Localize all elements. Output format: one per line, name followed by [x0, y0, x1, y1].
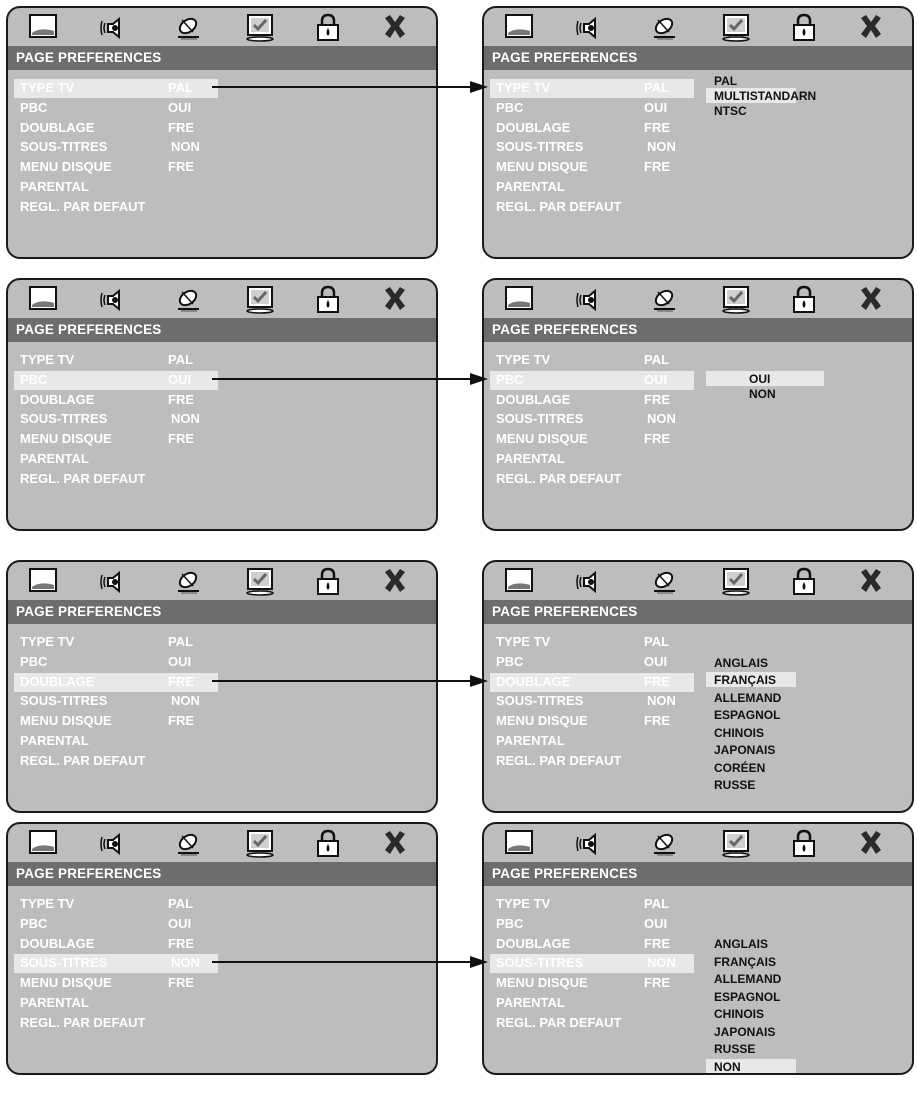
menu-item-label[interactable]: TYPE TV: [20, 80, 75, 95]
close-x-icon[interactable]: [380, 828, 410, 858]
dropdown-option[interactable]: JAPONAIS: [714, 743, 776, 758]
preferences-panel-dropdown: [482, 822, 914, 1075]
menu-item-label[interactable]: PBC: [20, 99, 48, 115]
checkmark-preferences-icon[interactable]: [721, 828, 751, 858]
menu-item-value: FRE: [644, 673, 670, 689]
icon-toolbar: [8, 8, 436, 46]
menu-item-label[interactable]: TYPE TV: [496, 352, 551, 367]
flow-arrow: [212, 371, 492, 387]
menu-item-value: NON: [647, 693, 676, 709]
menu-item-value: NON: [171, 955, 200, 971]
speaker-sound-icon[interactable]: [98, 284, 128, 314]
dropdown-option[interactable]: CHINOIS: [714, 1007, 765, 1022]
dropdown-option[interactable]: FRANÇAIS: [714, 954, 776, 969]
menu-item-value: NON: [171, 693, 200, 709]
menu-item-label[interactable]: MENU DISQUE: [20, 159, 112, 175]
menu-item-label[interactable]: PBC: [496, 371, 524, 387]
satellite-dish-icon[interactable]: [173, 566, 203, 596]
preferences-panel-dropdown: [482, 6, 914, 259]
menu-item-label[interactable]: TYPE TV: [20, 634, 75, 649]
dropdown-option[interactable]: NON: [749, 386, 776, 401]
padlock-icon[interactable]: [789, 12, 819, 42]
speaker-sound-icon[interactable]: [574, 284, 604, 314]
menu-item-label[interactable]: PBC: [496, 99, 524, 115]
checkmark-preferences-icon[interactable]: [245, 566, 275, 596]
menu-item-value: FRE: [168, 431, 194, 447]
menu-item-value: PAL: [168, 80, 194, 95]
menu-item-label[interactable]: DOUBLAGE: [496, 391, 571, 407]
satellite-dish-icon[interactable]: [649, 566, 679, 596]
tv-screen-icon[interactable]: [28, 12, 58, 42]
satellite-dish-icon[interactable]: [649, 828, 679, 858]
tv-screen-icon[interactable]: [504, 12, 534, 42]
menu-item-value: FRE: [644, 431, 670, 447]
tv-screen-icon[interactable]: [28, 828, 58, 858]
menu-item-value: OUI: [644, 653, 668, 669]
dropdown-option[interactable]: RUSSE: [714, 1042, 756, 1057]
checkmark-preferences-icon[interactable]: [721, 284, 751, 314]
page-title-bar: [8, 46, 436, 70]
menu-item-label[interactable]: SOUS-TITRES: [20, 139, 108, 155]
speaker-sound-icon[interactable]: [574, 12, 604, 42]
menu-item-label[interactable]: REGL. PAR DEFAUT: [20, 198, 146, 214]
menu-item-value: PAL: [644, 352, 670, 367]
menu-item-value: FRE: [168, 713, 194, 729]
close-x-icon[interactable]: [856, 828, 886, 858]
flow-arrow: [212, 79, 492, 95]
close-x-icon[interactable]: [380, 12, 410, 42]
page-title-bar: [484, 862, 912, 886]
menu-item-label[interactable]: TYPE TV: [496, 634, 551, 649]
flow-arrow: [212, 954, 492, 970]
dropdown-option[interactable]: ALLEMAND: [714, 972, 782, 987]
menu-item-value: FRE: [644, 713, 670, 729]
menu-item-label[interactable]: PARENTAL: [496, 733, 565, 748]
dropdown-option[interactable]: ANGLAIS: [714, 937, 768, 952]
menu-item-value: PAL: [644, 896, 670, 911]
satellite-dish-icon[interactable]: [173, 828, 203, 858]
dropdown-option[interactable]: ESPAGNOL: [714, 989, 781, 1004]
menu-item-value: PAL: [644, 634, 670, 649]
preferences-panel: [6, 6, 438, 259]
padlock-icon[interactable]: [313, 284, 343, 314]
menu-item-label[interactable]: PARENTAL: [20, 179, 89, 194]
menu-item-label[interactable]: PBC: [496, 653, 524, 669]
menu-item-label[interactable]: PARENTAL: [20, 733, 89, 748]
dropdown-option[interactable]: FRANÇAIS: [714, 673, 776, 688]
menu-item-value: NON: [647, 139, 676, 155]
padlock-icon[interactable]: [313, 828, 343, 858]
page-title-bar: [484, 600, 912, 624]
dropdown-option[interactable]: NTSC: [714, 104, 747, 118]
menu-item-label[interactable]: SOUS-TITRES: [20, 955, 108, 971]
padlock-icon[interactable]: [789, 284, 819, 314]
menu-item-label[interactable]: PBC: [20, 653, 48, 669]
menu-item-value: FRE: [168, 935, 194, 951]
menu-item-label[interactable]: MENU DISQUE: [496, 159, 588, 175]
checkmark-preferences-icon[interactable]: [245, 12, 275, 42]
menu-item-label[interactable]: DOUBLAGE: [496, 119, 571, 135]
menu-item-value: OUI: [168, 653, 192, 669]
dropdown-option[interactable]: OUI: [749, 371, 771, 386]
close-x-icon[interactable]: [380, 566, 410, 596]
preferences-panel-dropdown: [482, 278, 914, 531]
menu-item-label[interactable]: SOUS-TITRES: [496, 693, 584, 709]
menu-item-value: PAL: [644, 80, 670, 95]
flow-arrow: [212, 673, 492, 689]
icon-toolbar: [8, 280, 436, 318]
satellite-dish-icon[interactable]: [649, 12, 679, 42]
icon-toolbar: [484, 8, 912, 46]
page-title: PAGE PREFERENCES: [492, 604, 638, 619]
menu-item-label[interactable]: REGL. PAR DEFAUT: [496, 1014, 622, 1030]
menu-item-label[interactable]: TYPE TV: [20, 896, 75, 911]
menu-item-value: OUI: [168, 99, 192, 115]
menu-item-label[interactable]: PARENTAL: [496, 995, 565, 1010]
menu-item-label[interactable]: REGL. PAR DEFAUT: [496, 470, 622, 486]
padlock-icon[interactable]: [789, 828, 819, 858]
menu-item-label[interactable]: PBC: [20, 371, 48, 387]
menu-item-label[interactable]: TYPE TV: [496, 80, 551, 95]
page-title: PAGE PREFERENCES: [16, 322, 162, 337]
icon-toolbar: [484, 562, 912, 600]
close-x-icon[interactable]: [856, 566, 886, 596]
checkmark-preferences-icon[interactable]: [245, 284, 275, 314]
speaker-sound-icon[interactable]: [98, 12, 128, 42]
menu-item-label[interactable]: DOUBLAGE: [496, 935, 571, 951]
page-title: PAGE PREFERENCES: [492, 50, 638, 65]
speaker-sound-icon[interactable]: [98, 566, 128, 596]
menu-item-value: OUI: [168, 371, 192, 387]
tv-screen-icon[interactable]: [504, 284, 534, 314]
menu-item-value: NON: [171, 411, 200, 427]
menu-item-label[interactable]: DOUBLAGE: [20, 119, 95, 135]
menu-item-value: FRE: [644, 119, 670, 135]
menu-item-label[interactable]: SOUS-TITRES: [20, 411, 108, 427]
checkmark-preferences-icon[interactable]: [245, 828, 275, 858]
preferences-panel: [6, 822, 438, 1075]
menu-item-label[interactable]: TYPE TV: [496, 896, 551, 911]
padlock-icon[interactable]: [313, 12, 343, 42]
menu-item-value: FRE: [168, 119, 194, 135]
menu-item-label[interactable]: REGL. PAR DEFAUT: [496, 752, 622, 768]
menu-item-label[interactable]: PBC: [20, 915, 48, 931]
menu-item-label[interactable]: MENU DISQUE: [496, 713, 588, 729]
menu-item-label[interactable]: PARENTAL: [496, 179, 565, 194]
dropdown-option[interactable]: PAL: [714, 74, 738, 88]
preferences-panel-dropdown: [482, 560, 914, 813]
menu-item-value: PAL: [168, 352, 194, 367]
page-title-bar: [8, 600, 436, 624]
menu-item-value: FRE: [644, 975, 670, 991]
menu-item-value: OUI: [644, 371, 668, 387]
menu-item-label[interactable]: SOUS-TITRES: [496, 411, 584, 427]
menu-item-label[interactable]: REGL. PAR DEFAUT: [20, 752, 146, 768]
menu-item-label[interactable]: DOUBLAGE: [20, 391, 95, 407]
speaker-sound-icon[interactable]: [574, 828, 604, 858]
menu-item-label[interactable]: TYPE TV: [20, 352, 75, 367]
preferences-panel: [6, 278, 438, 531]
menu-item-label[interactable]: MENU DISQUE: [20, 713, 112, 729]
page-title-bar: [484, 318, 912, 342]
close-x-icon[interactable]: [380, 284, 410, 314]
menu-item-value: OUI: [644, 99, 668, 115]
dropdown-option[interactable]: MULTISTANDARN: [714, 89, 817, 103]
speaker-sound-icon[interactable]: [574, 566, 604, 596]
menu-item-value: PAL: [168, 634, 194, 649]
speaker-sound-icon[interactable]: [98, 828, 128, 858]
dropdown-option[interactable]: ANGLAIS: [714, 655, 768, 670]
menu-item-label[interactable]: REGL. PAR DEFAUT: [20, 470, 146, 486]
page-title: PAGE PREFERENCES: [16, 604, 162, 619]
dropdown-option[interactable]: JAPONAIS: [714, 1024, 776, 1039]
page-title: PAGE PREFERENCES: [16, 866, 162, 881]
checkmark-preferences-icon[interactable]: [721, 12, 751, 42]
menu-item-label[interactable]: PARENTAL: [20, 995, 89, 1010]
satellite-dish-icon[interactable]: [173, 284, 203, 314]
tv-screen-icon[interactable]: [28, 284, 58, 314]
page-title: PAGE PREFERENCES: [492, 866, 638, 881]
menu-item-label[interactable]: REGL. PAR DEFAUT: [20, 1014, 146, 1030]
tv-screen-icon[interactable]: [504, 828, 534, 858]
menu-item-label[interactable]: DOUBLAGE: [20, 673, 95, 689]
menu-item-value: OUI: [168, 915, 192, 931]
dropdown-option[interactable]: RUSSE: [714, 778, 756, 793]
dropdown-option[interactable]: CHINOIS: [714, 725, 765, 740]
satellite-dish-icon[interactable]: [173, 12, 203, 42]
close-x-icon[interactable]: [856, 284, 886, 314]
dropdown-option[interactable]: CORÉEN: [714, 760, 766, 775]
menu-item-value: NON: [171, 139, 200, 155]
icon-toolbar: [8, 562, 436, 600]
padlock-icon[interactable]: [789, 566, 819, 596]
menu-item-value: FRE: [168, 673, 194, 689]
menu-item-value: OUI: [644, 915, 668, 931]
page-title-bar: [8, 862, 436, 886]
menu-item-value: PAL: [168, 896, 194, 911]
menu-item-label[interactable]: MENU DISQUE: [496, 975, 588, 991]
menu-item-value: FRE: [644, 159, 670, 175]
dropdown-option[interactable]: ESPAGNOL: [714, 708, 781, 723]
menu-item-value: FRE: [644, 391, 670, 407]
menu-item-label[interactable]: SOUS-TITRES: [20, 693, 108, 709]
menu-item-value: FRE: [168, 159, 194, 175]
tv-screen-icon[interactable]: [504, 566, 534, 596]
page-title: PAGE PREFERENCES: [492, 322, 638, 337]
menu-item-value: FRE: [168, 391, 194, 407]
menu-item-label[interactable]: SOUS-TITRES: [496, 955, 584, 971]
menu-item-value: NON: [647, 411, 676, 427]
tv-screen-icon[interactable]: [28, 566, 58, 596]
menu-item-label[interactable]: DOUBLAGE: [496, 673, 571, 689]
menu-item-label[interactable]: PARENTAL: [496, 451, 565, 466]
menu-item-label[interactable]: SOUS-TITRES: [496, 139, 584, 155]
menu-item-value: FRE: [168, 975, 194, 991]
page-title: PAGE PREFERENCES: [16, 50, 162, 65]
page-title-bar: [484, 46, 912, 70]
menu-item-label[interactable]: MENU DISQUE: [496, 431, 588, 447]
menu-item-label[interactable]: REGL. PAR DEFAUT: [496, 198, 622, 214]
menu-item-label[interactable]: DOUBLAGE: [20, 935, 95, 951]
menu-item-label[interactable]: MENU DISQUE: [20, 431, 112, 447]
menu-item-value: NON: [647, 955, 676, 971]
satellite-dish-icon[interactable]: [649, 284, 679, 314]
dropdown-option[interactable]: NON: [714, 1059, 741, 1074]
padlock-icon[interactable]: [313, 566, 343, 596]
icon-toolbar: [484, 824, 912, 862]
checkmark-preferences-icon[interactable]: [721, 566, 751, 596]
menu-item-label[interactable]: PBC: [496, 915, 524, 931]
page-title-bar: [8, 318, 436, 342]
icon-toolbar: [484, 280, 912, 318]
dropdown-option[interactable]: ALLEMAND: [714, 690, 782, 705]
menu-item-value: FRE: [644, 935, 670, 951]
menu-item-label[interactable]: MENU DISQUE: [20, 975, 112, 991]
menu-item-label[interactable]: PARENTAL: [20, 451, 89, 466]
icon-toolbar: [8, 824, 436, 862]
close-x-icon[interactable]: [856, 12, 886, 42]
